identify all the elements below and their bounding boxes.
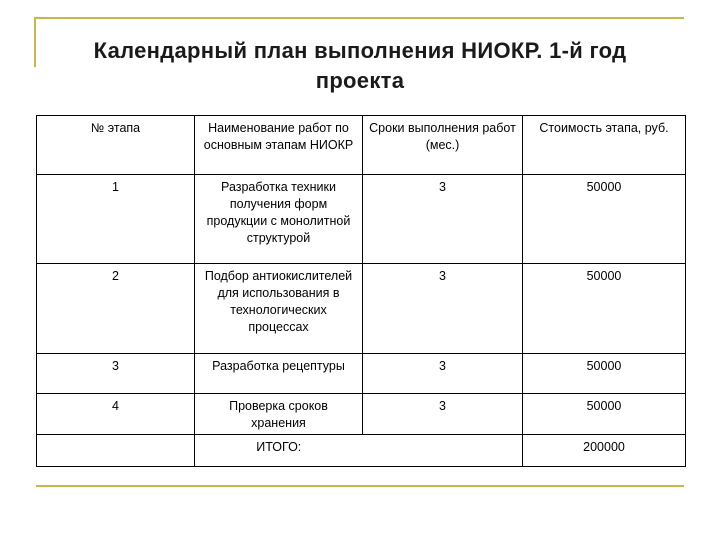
cost-cell: 50000 [523, 354, 686, 394]
header-work-name: Наименование работ по основным этапам НИОКР [195, 116, 363, 175]
title-line-1: Календарный план выполнения НИОКР. 1-й год [93, 38, 627, 63]
table-header-row [37, 116, 686, 175]
header-duration: Сроки выполнения работ (мес.) [363, 116, 523, 175]
total-label: ИТОГО: [195, 435, 363, 467]
schedule-table [36, 115, 686, 467]
total-empty-cell [363, 435, 523, 467]
work-name-cell: Разработка техники получения форм продукции с монолитной структурой [195, 175, 363, 264]
decorative-bottom-line [36, 485, 684, 487]
table-row [37, 175, 686, 264]
duration-cell: 3 [363, 394, 523, 435]
title-line-2: проекта [315, 68, 405, 93]
cost-cell: 50000 [523, 264, 686, 354]
decorative-left-line [34, 17, 36, 67]
header-stage-number: № этапа [37, 116, 195, 175]
duration-cell: 3 [363, 264, 523, 354]
stage-number-cell: 1 [37, 175, 195, 264]
stage-number-cell: 3 [37, 354, 195, 394]
work-name-cell: Разработка рецептуры [195, 354, 363, 394]
cost-cell: 50000 [523, 175, 686, 264]
cost-cell: 50000 [523, 394, 686, 435]
stage-number-cell: 4 [37, 394, 195, 435]
stage-number-cell: 2 [37, 264, 195, 354]
decorative-top-line [34, 17, 684, 19]
table-row [37, 354, 686, 394]
total-value: 200000 [523, 435, 686, 467]
table-row [37, 394, 686, 435]
duration-cell: 3 [363, 175, 523, 264]
work-name-cell: Подбор антиокислителей для использования в технологических процессах [195, 264, 363, 354]
duration-cell: 3 [363, 354, 523, 394]
slide-title [40, 36, 680, 96]
table-row [37, 264, 686, 354]
total-row [37, 435, 686, 467]
total-blank-cell [37, 435, 195, 467]
header-cost: Стоимость этапа, руб. [523, 116, 686, 175]
work-name-cell: Проверка сроков хранения [195, 394, 363, 435]
